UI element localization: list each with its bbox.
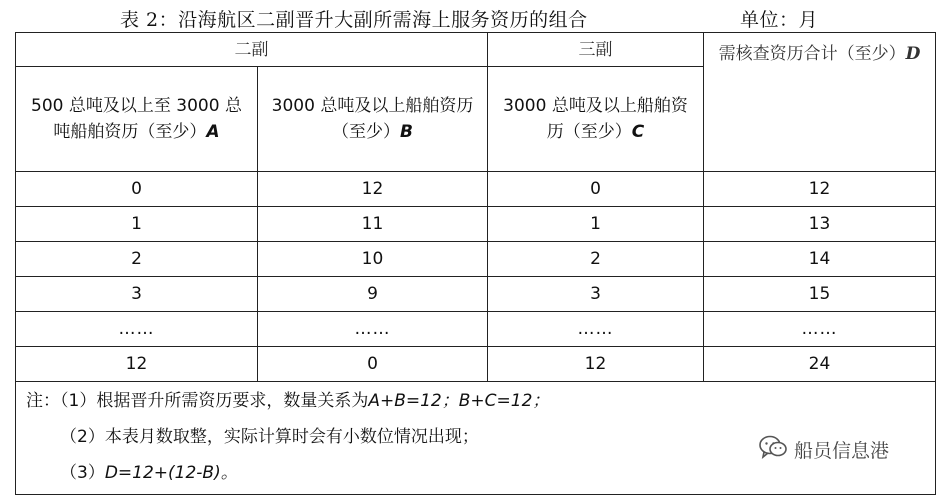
header-col-b-var: B <box>400 122 413 143</box>
header-col-b-text: 3000 总吨及以上船舶资历（至少） <box>271 96 474 143</box>
cell-b: 12 <box>258 172 488 207</box>
watermark <box>758 434 889 465</box>
table-title: 表 2：沿海航区二副晋升大副所需海上服务资历的组合 <box>120 9 588 31</box>
header-col-c <box>488 67 704 172</box>
table-row <box>16 242 936 277</box>
cell-b: …… <box>258 312 488 347</box>
header-col-d <box>704 33 936 172</box>
cell-b: 0 <box>258 347 488 382</box>
unit-label: 单位：月 <box>740 9 819 31</box>
cell-a: 3 <box>16 277 258 312</box>
header-col-b <box>258 67 488 172</box>
note-3-text: （3） <box>60 463 105 483</box>
cell-d: 24 <box>704 347 936 382</box>
cell-b: 11 <box>258 207 488 242</box>
qualification-table <box>15 32 936 495</box>
table-caption <box>0 2 944 30</box>
table-row <box>16 172 936 207</box>
cell-d: 14 <box>704 242 936 277</box>
cell-d: 15 <box>704 277 936 312</box>
cell-b: 9 <box>258 277 488 312</box>
header-col-a-var: A <box>206 122 220 143</box>
wechat-icon <box>758 434 794 465</box>
header-col-a <box>16 67 258 172</box>
note-line-1 <box>26 388 549 414</box>
cell-d: 13 <box>704 207 936 242</box>
table-row <box>16 347 936 382</box>
cell-d: …… <box>704 312 936 347</box>
group-third-officer: 三副 <box>488 33 704 67</box>
cell-c: 1 <box>488 207 704 242</box>
header-col-a-text: 500 总吨及以上至 3000 总吨船舶资历（至少） <box>31 96 242 143</box>
header-col-c-text: 3000 总吨及以上船舶资历（至少） <box>503 96 688 143</box>
group-second-officer: 二副 <box>16 33 488 67</box>
note-line-3 <box>60 460 238 486</box>
note-2-text: （2）本表月数取整，实际计算时会有小数位情况出现； <box>60 427 479 447</box>
cell-a: 1 <box>16 207 258 242</box>
cell-a: 2 <box>16 242 258 277</box>
watermark-text: 船员信息港 <box>794 440 890 462</box>
table-row <box>16 277 936 312</box>
cell-c: 3 <box>488 277 704 312</box>
table-row-ellipsis <box>16 312 936 347</box>
cell-c: 0 <box>488 172 704 207</box>
cell-a: 12 <box>16 347 258 382</box>
cell-c: 12 <box>488 347 704 382</box>
cell-a: …… <box>16 312 258 347</box>
header-col-d-text: 需核查资历合计（至少） <box>718 44 906 64</box>
group-header-row <box>16 33 936 67</box>
note-1-text: 注：（1）根据晋升所需资历要求，数量关系为 <box>26 391 369 411</box>
cell-b: 10 <box>258 242 488 277</box>
cell-d: 12 <box>704 172 936 207</box>
header-col-d-var: D <box>905 44 921 64</box>
header-col-c-var: C <box>631 122 645 143</box>
cell-c: …… <box>488 312 704 347</box>
note-3-formula: D=12+(12-B)。 <box>104 463 238 483</box>
cell-c: 2 <box>488 242 704 277</box>
note-1-formula: A+B=12；B+C=12； <box>368 391 550 411</box>
table-row <box>16 207 936 242</box>
cell-a: 0 <box>16 172 258 207</box>
note-line-2 <box>60 424 479 450</box>
